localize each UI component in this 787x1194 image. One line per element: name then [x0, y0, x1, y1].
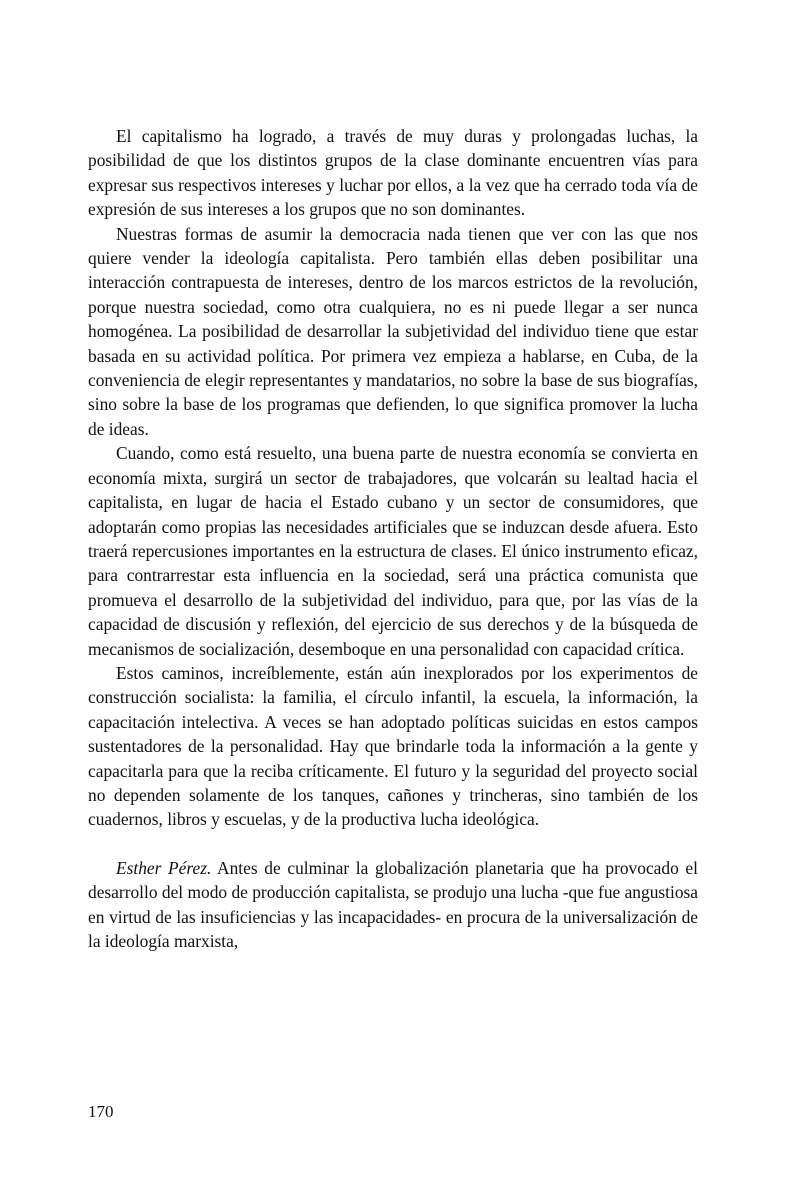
paragraph-esther-perez — [88, 856, 698, 954]
paragraph-caminos-inexplorados: Estos caminos, increíblemente, están aún inexplorados por los experimentos de construcción socialista: la familia, el círculo infantil, la escuela, la información, la capacitación intelectiva. A veces se han adoptado políticas suicidas en estos campos sustentadores de la personalidad. Hay que brindarle toda la información a la gente y capacitarla para que la reciba críticamente. El futuro y la seguridad del proyecto social no dependen solamente de los tanques, cañones y trincheras, sino también de los cuadernos, libros y escuelas, y de la productiva lucha ideológica. — [88, 662, 698, 830]
page-number: 170 — [88, 1102, 114, 1121]
paragraph-democracia: Nuestras formas de asumir la democracia nada tienen que ver con las que nos quiere vender la ideología capitalista. Pero también ellas deben posibilitar una interacción contrapuesta de intereses, dentro de los marcos estrictos de la revolución, porque nuestra sociedad, como otra cualquiera, no es ni puede llegar a ser nunca homogénea. La posibilidad de desarrollar la subjetividad del individuo tiene que estar basada en su actividad política. Por primera vez empieza a hablarse, en Cuba, de la conveniencia de elegir representantes y mandatarios, no sobre la base de sus biografías, sino sobre la base de los programas que defienden, lo que significa promover la lucha de ideas. — [88, 223, 698, 439]
speaker-text: Antes de culminar la globalización planetaria que ha provocado el desarrollo del modo de producción capitalista, se produjo una lucha -que fue angustiosa en virtud de las insuficiencias y las incapacidades- en procura de la universalización de la ideología marxista, — [88, 857, 698, 951]
body-text — [88, 124, 698, 953]
speaker-name: Esther Pérez. — [116, 857, 212, 878]
paragraph-economia-mixta: Cuando, como está resuelto, una buena parte de nuestra economía se convierta en economía mixta, surgirá un sector de trabajadores, que volcarán su lealtad hacia el capitalista, en lugar de hacia el Estado cubano y un sector de consumidores, que adoptarán como propias las necesidades artificiales que se induzcan desde afuera. Esto traerá repercusiones importantes en la estructura de clases. El único instrumento eficaz, para contrarrestar esta influencia en la sociedad, será una práctica comunista que promueva el desarrollo de la subjetividad del individuo, para que, por las vías de la capacidad de discusión y reflexión, del ejercicio de sus derechos y de la búsqueda de mecanismos de socialización, desemboque en una personalidad con capacidad crítica. — [88, 443, 698, 659]
paragraph-capitalismo: El capitalismo ha logrado, a través de muy duras y prolongadas luchas, la posibilidad de que los distintos grupos de la clase dominante encuentren vías para expresar sus respectivos intereses y luchar por ellos, a la vez que ha cerrado toda vía de expresión de sus intereses a los grupos que no son dominantes. — [88, 126, 698, 220]
